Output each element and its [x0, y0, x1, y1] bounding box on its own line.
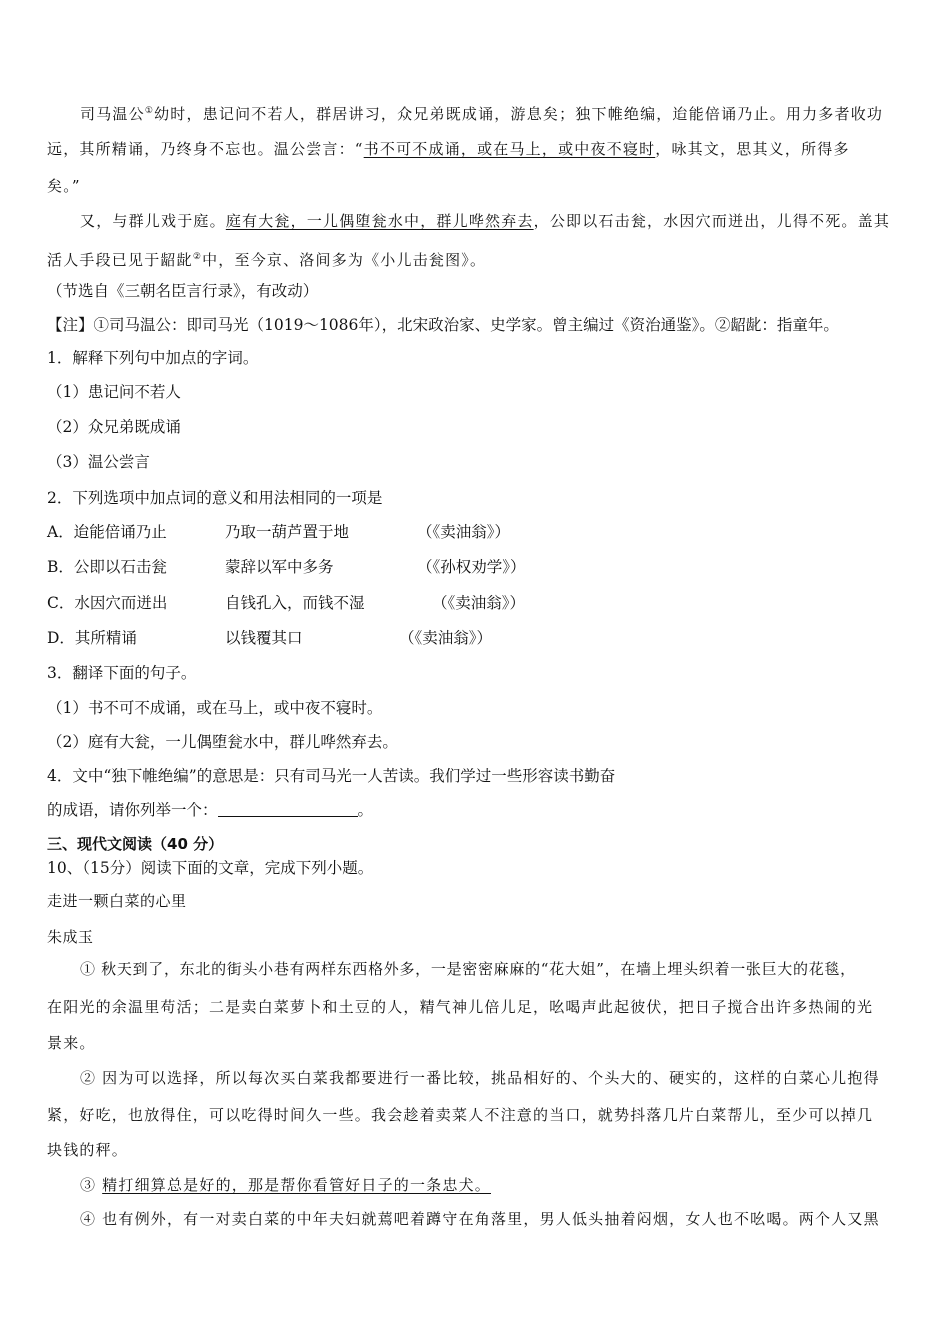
source-citation: （节选自《三朝名臣言行录》，有改动）	[47, 282, 319, 300]
article-author: 朱成玉	[47, 928, 94, 946]
question-4-line2: 的成语，请你列举一个： 。	[47, 801, 374, 819]
question-3-item-2: （2）庭有大瓮，一儿偶堕瓮水中，群儿哗然弃去。	[47, 733, 398, 751]
article-title: 走进一颗白菜的心里	[47, 892, 187, 910]
para-4-line1: ④ 也有例外，有一对卖白菜的中年夫妇就蔫吧着蹲守在角落里，男人低头抽着闷烟，女人也不吆喝。两个人又黑	[80, 1210, 880, 1228]
para-1-line3: 景来。	[47, 1034, 96, 1052]
footnote: 【注】①司马温公：即司马光（1019～1086年），北宋政治家、史学家。曾主编过《资治通鉴》。②龆龀：指童年。	[47, 316, 839, 334]
option-c[interactable]: C．水因穴而迸出 自钱孔入，而钱不湿 （《卖油翁》）	[47, 594, 526, 612]
underlined-sentence-2: 庭有大瓮，一儿偶堕瓮水中，群儿哗然弃去	[225, 212, 534, 230]
passage-p1-line2: 远，其所精诵，乃终身不忘也。温公尝言：“书不可不成诵，或在马上，或中夜不寝时，咏其文，思其义，所得多	[47, 140, 850, 158]
answer-blank[interactable]	[218, 802, 358, 817]
question-1: 1．解释下列句中加点的字词。	[47, 349, 259, 367]
question-10: 10、（15分）阅读下面的文章，完成下列小题。	[47, 859, 374, 877]
passage-p1-line1: 司马温公①幼时，患记问不若人，群居讲习，众兄弟既成诵，游息矣；独下帷绝编，迨能倍诵乃止。用力多者收功	[80, 105, 884, 123]
question-2: 2．下列选项中加点词的意义和用法相同的一项是	[47, 489, 383, 507]
question-1-item-2: （2）众兄弟既成诵	[47, 418, 181, 436]
passage-p2-line2: 活人手段已见于龆龀②中，至今京、洛间多为《小儿击瓮图》。	[47, 251, 487, 269]
para-3: ③ 精打细算总是好的，那是帮你看管好日子的一条忠犬。	[80, 1176, 491, 1194]
para-1-line2: 在阳光的余温里苟活；二是卖白菜萝卜和土豆的人，精气神儿倍儿足，吆喝声此起彼伏，把日子搅合出许多热闹的光	[47, 998, 874, 1016]
para-2-line3: 块钱的秤。	[47, 1141, 129, 1159]
option-d[interactable]: D．其所精诵 以钱覆其口 （《卖油翁》）	[47, 629, 493, 647]
underlined-sentence-3: 精打细算总是好的，那是帮你看管好日子的一条忠犬。	[102, 1176, 491, 1194]
option-b[interactable]: B．公即以石击瓮 蒙辞以军中多务 （《孙权劝学》）	[47, 558, 526, 576]
para-1-line1: ① 秋天到了，东北的街头小巷有两样东西格外多，一是密密麻麻的“花大姐”，在墙上埋头织着一张巨大的花毯，	[80, 960, 856, 978]
passage-p1-line3: 矣。”	[47, 177, 81, 195]
question-1-item-1: （1）患记问不若人	[47, 383, 181, 401]
question-1-item-3: （3）温公尝言	[47, 453, 150, 471]
question-4-line1: 4．文中“独下帷绝编”的意思是：只有司马光一人苦读。我们学过一些形容读书勤奋	[47, 767, 616, 785]
passage-p2-line1: 又，与群儿戏于庭。庭有大瓮，一儿偶堕瓮水中，群儿哗然弃去，公即以石击瓮，水因穴而迸出，儿得不死。盖其	[80, 212, 891, 230]
option-a[interactable]: A．迨能倍诵乃止 乃取一葫芦置于地 （《卖油翁》）	[47, 523, 511, 541]
footnote-marker-1: ①	[144, 106, 155, 116]
para-2-line2: 紧，好吃，也放得住，可以吃得时间久一些。我会趁着卖菜人不注意的当口，就势抖落几片白菜帮儿，至少可以掉几	[47, 1106, 874, 1124]
question-3-item-1: （1）书不可不成诵，或在马上，或中夜不寝时。	[47, 699, 383, 717]
para-2-line1: ② 因为可以选择，所以每次买白菜我都要进行一番比较，挑品相好的、个头大的、硬实的，这样的白菜心儿抱得	[80, 1069, 880, 1087]
section-heading: 三、现代文阅读（40 分）	[47, 835, 224, 853]
footnote-marker-2: ②	[192, 252, 203, 262]
question-3: 3．翻译下面的句子。	[47, 664, 197, 682]
underlined-sentence-1: 书不可不成诵，或在马上，或中夜不寝时	[363, 140, 656, 158]
